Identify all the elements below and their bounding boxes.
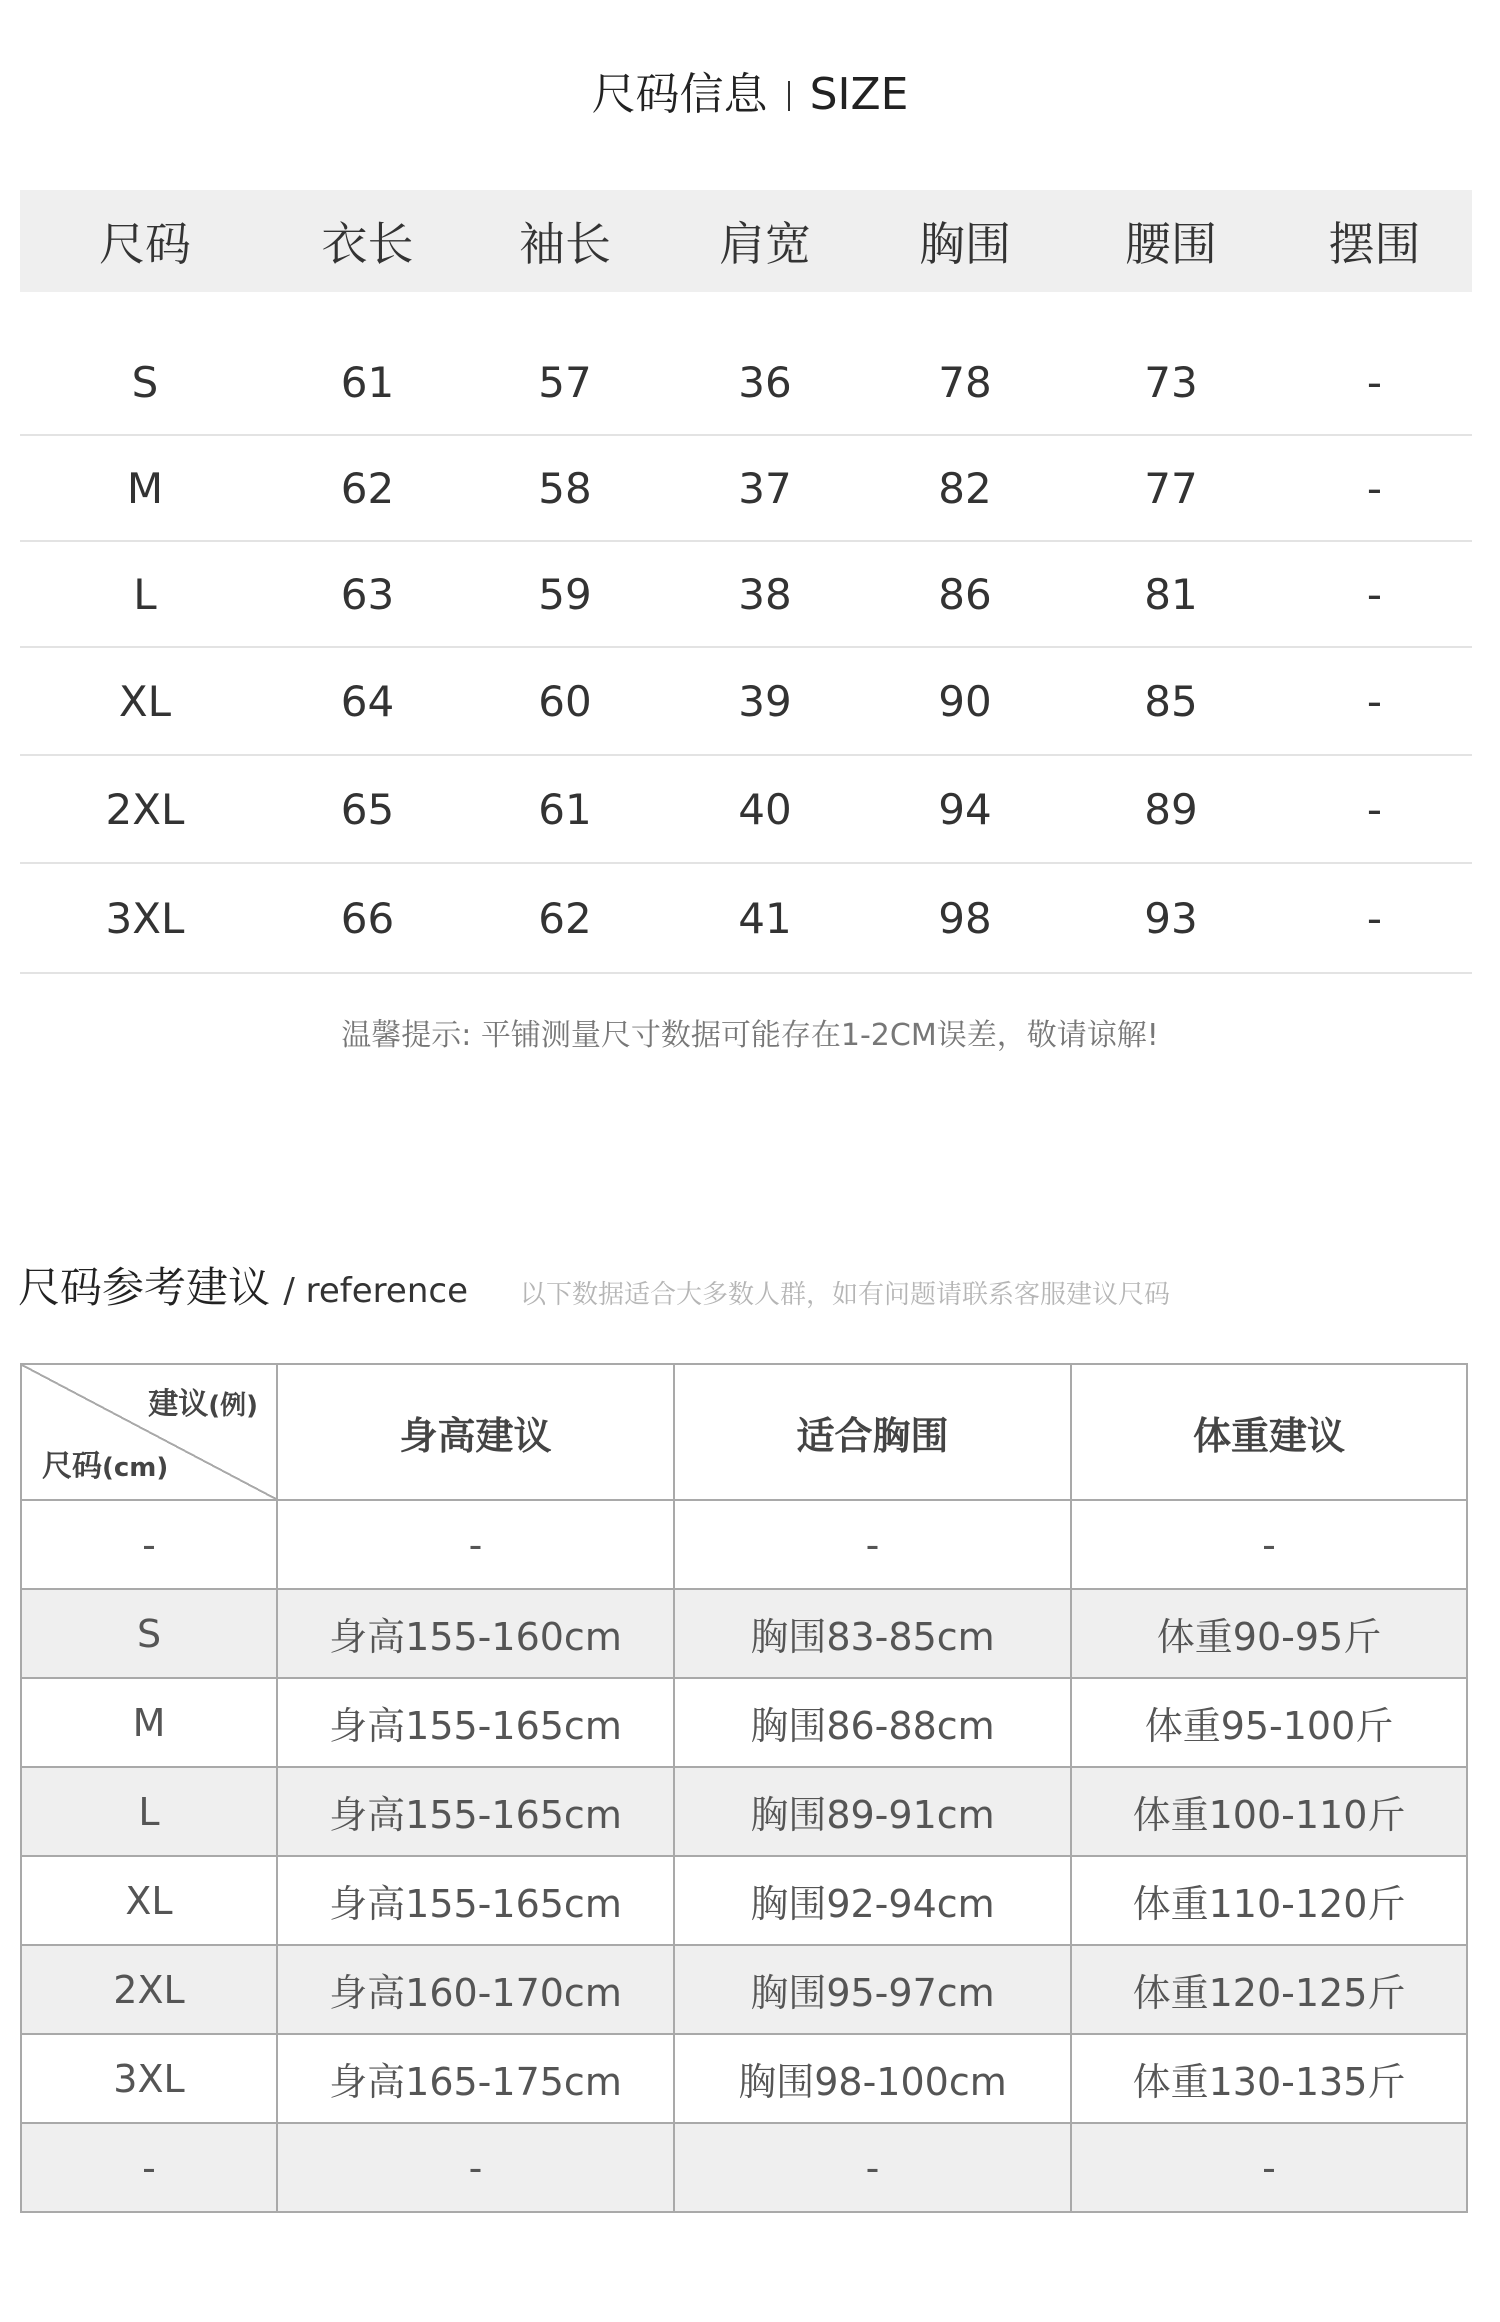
cell-chest: 胸围89-91cm	[674, 1767, 1071, 1856]
cell-chest: 胸围92-94cm	[674, 1856, 1071, 1945]
header-sleeve: 袖长	[519, 217, 611, 271]
cell-chest: 82	[938, 463, 992, 513]
cell-length: 65	[340, 784, 395, 834]
table-row	[20, 756, 1472, 864]
cell-size: XL	[118, 676, 172, 726]
table-row	[21, 1589, 1467, 1678]
cell-hem: -	[1366, 784, 1383, 834]
cell-chest: 86	[938, 569, 992, 619]
table-row	[20, 864, 1472, 974]
cell-chest: 胸围98-100cm	[674, 2034, 1071, 2123]
corner-top-label: 建议(例)	[148, 1387, 258, 1422]
cell-shoulder: 41	[738, 893, 792, 943]
cell-shoulder: 40	[738, 784, 792, 834]
table-row	[20, 542, 1472, 648]
header-shoulder: 肩宽	[719, 217, 811, 271]
table-row	[21, 1767, 1467, 1856]
cell-weight: 体重90-95斤	[1071, 1589, 1467, 1678]
cell-chest: 胸围83-85cm	[674, 1589, 1071, 1678]
cell-waist: 89	[1144, 784, 1198, 834]
cell-weight: -	[1071, 2123, 1467, 2212]
cell-size: S	[21, 1589, 277, 1678]
cell-waist: 93	[1144, 893, 1198, 943]
cell-size: -	[21, 2123, 277, 2212]
table-row	[21, 1945, 1467, 2034]
title-divider	[788, 81, 790, 111]
cell-height: 身高155-165cm	[277, 1856, 674, 1945]
cell-height: 身高160-170cm	[277, 1945, 674, 2034]
cell-shoulder: 38	[738, 569, 792, 619]
cell-chest: 78	[938, 357, 992, 407]
cell-sleeve: 58	[538, 463, 592, 513]
reference-header-row	[21, 1364, 1467, 1500]
cell-chest: -	[674, 2123, 1071, 2212]
cell-height: 身高155-165cm	[277, 1678, 674, 1767]
cell-hem: -	[1366, 463, 1383, 513]
cell-size: 3XL	[21, 2034, 277, 2123]
cell-size: 2XL	[21, 1945, 277, 2034]
cell-shoulder: 37	[738, 463, 792, 513]
cell-size: S	[131, 357, 159, 407]
header-weight: 体重建议	[1071, 1364, 1467, 1500]
cell-sleeve: 62	[538, 893, 592, 943]
table-row	[21, 2034, 1467, 2123]
cell-length: 66	[340, 893, 395, 943]
cell-size: 2XL	[105, 784, 185, 834]
cell-hem: -	[1366, 676, 1383, 726]
cell-height: 身高155-160cm	[277, 1589, 674, 1678]
cell-hem: -	[1366, 569, 1383, 619]
table-row	[20, 648, 1472, 756]
cell-size: M	[21, 1678, 277, 1767]
measurement-tip: 温馨提示: 平铺测量尺寸数据可能存在1-2CM误差，敬请谅解!	[341, 1018, 1159, 1053]
table-row	[21, 1856, 1467, 1945]
reference-note: 以下数据适合大多数人群，如有问题请联系客服建议尺码	[520, 1280, 1171, 1310]
cell-chest: 94	[938, 784, 992, 834]
header-hem: 摆围	[1328, 217, 1421, 271]
table-row	[20, 330, 1472, 436]
cell-size: M	[126, 463, 164, 513]
cell-weight: 体重100-110斤	[1071, 1767, 1467, 1856]
cell-size: -	[21, 1500, 277, 1589]
cell-waist: 73	[1144, 357, 1198, 407]
size-table-header	[20, 190, 1472, 292]
cell-size: L	[21, 1767, 277, 1856]
cell-size: L	[133, 569, 157, 619]
cell-height: 身高165-175cm	[277, 2034, 674, 2123]
cell-size: 3XL	[105, 893, 185, 943]
cell-length: 62	[340, 463, 395, 513]
header-height: 身高建议	[277, 1364, 674, 1500]
table-row	[21, 2123, 1467, 2212]
cell-waist: 81	[1144, 569, 1198, 619]
cell-hem: -	[1366, 357, 1383, 407]
table-row	[20, 436, 1472, 542]
cell-shoulder: 36	[738, 357, 792, 407]
header-length: 衣长	[321, 217, 414, 271]
cell-height: -	[277, 2123, 674, 2212]
cell-waist: 77	[1144, 463, 1198, 513]
cell-sleeve: 60	[538, 676, 592, 726]
reference-title-en: / reference	[283, 1271, 468, 1311]
cell-weight: 体重130-135斤	[1071, 2034, 1467, 2123]
cell-chest: 胸围95-97cm	[674, 1945, 1071, 2034]
cell-size: XL	[21, 1856, 277, 1945]
table-row	[21, 1500, 1467, 1589]
cell-shoulder: 39	[738, 676, 792, 726]
cell-waist: 85	[1144, 676, 1198, 726]
reference-title-cn: 尺码参考建议	[18, 1263, 271, 1312]
table-row	[21, 1678, 1467, 1767]
cell-chest: 胸围86-88cm	[674, 1678, 1071, 1767]
cell-weight: 体重110-120斤	[1071, 1856, 1467, 1945]
cell-chest: -	[674, 1500, 1071, 1589]
header-waist: 腰围	[1125, 217, 1217, 271]
reference-table	[20, 1363, 1468, 2213]
cell-height: -	[277, 1500, 674, 1589]
corner-bottom-label: 尺码(cm)	[42, 1449, 169, 1484]
cell-weight: 体重95-100斤	[1071, 1678, 1467, 1767]
cell-weight: 体重120-125斤	[1071, 1945, 1467, 2034]
title-cn: 尺码信息	[591, 69, 768, 120]
header-size: 尺码	[99, 217, 191, 271]
page-title	[0, 58, 1500, 122]
cell-length: 63	[340, 569, 395, 619]
cell-length: 61	[340, 357, 395, 407]
header-chest: 胸围	[919, 217, 1011, 271]
cell-sleeve: 59	[538, 569, 592, 619]
cell-chest: 90	[938, 676, 992, 726]
cell-chest: 98	[938, 893, 992, 943]
corner-header	[21, 1364, 277, 1500]
reference-title	[18, 1255, 468, 1315]
cell-sleeve: 57	[538, 357, 592, 407]
cell-length: 64	[340, 676, 395, 726]
title-en: SIZE	[809, 69, 909, 120]
cell-height: 身高155-165cm	[277, 1767, 674, 1856]
cell-sleeve: 61	[538, 784, 592, 834]
header-chest-fit: 适合胸围	[674, 1364, 1071, 1500]
cell-weight: -	[1071, 1500, 1467, 1589]
cell-hem: -	[1366, 893, 1383, 943]
